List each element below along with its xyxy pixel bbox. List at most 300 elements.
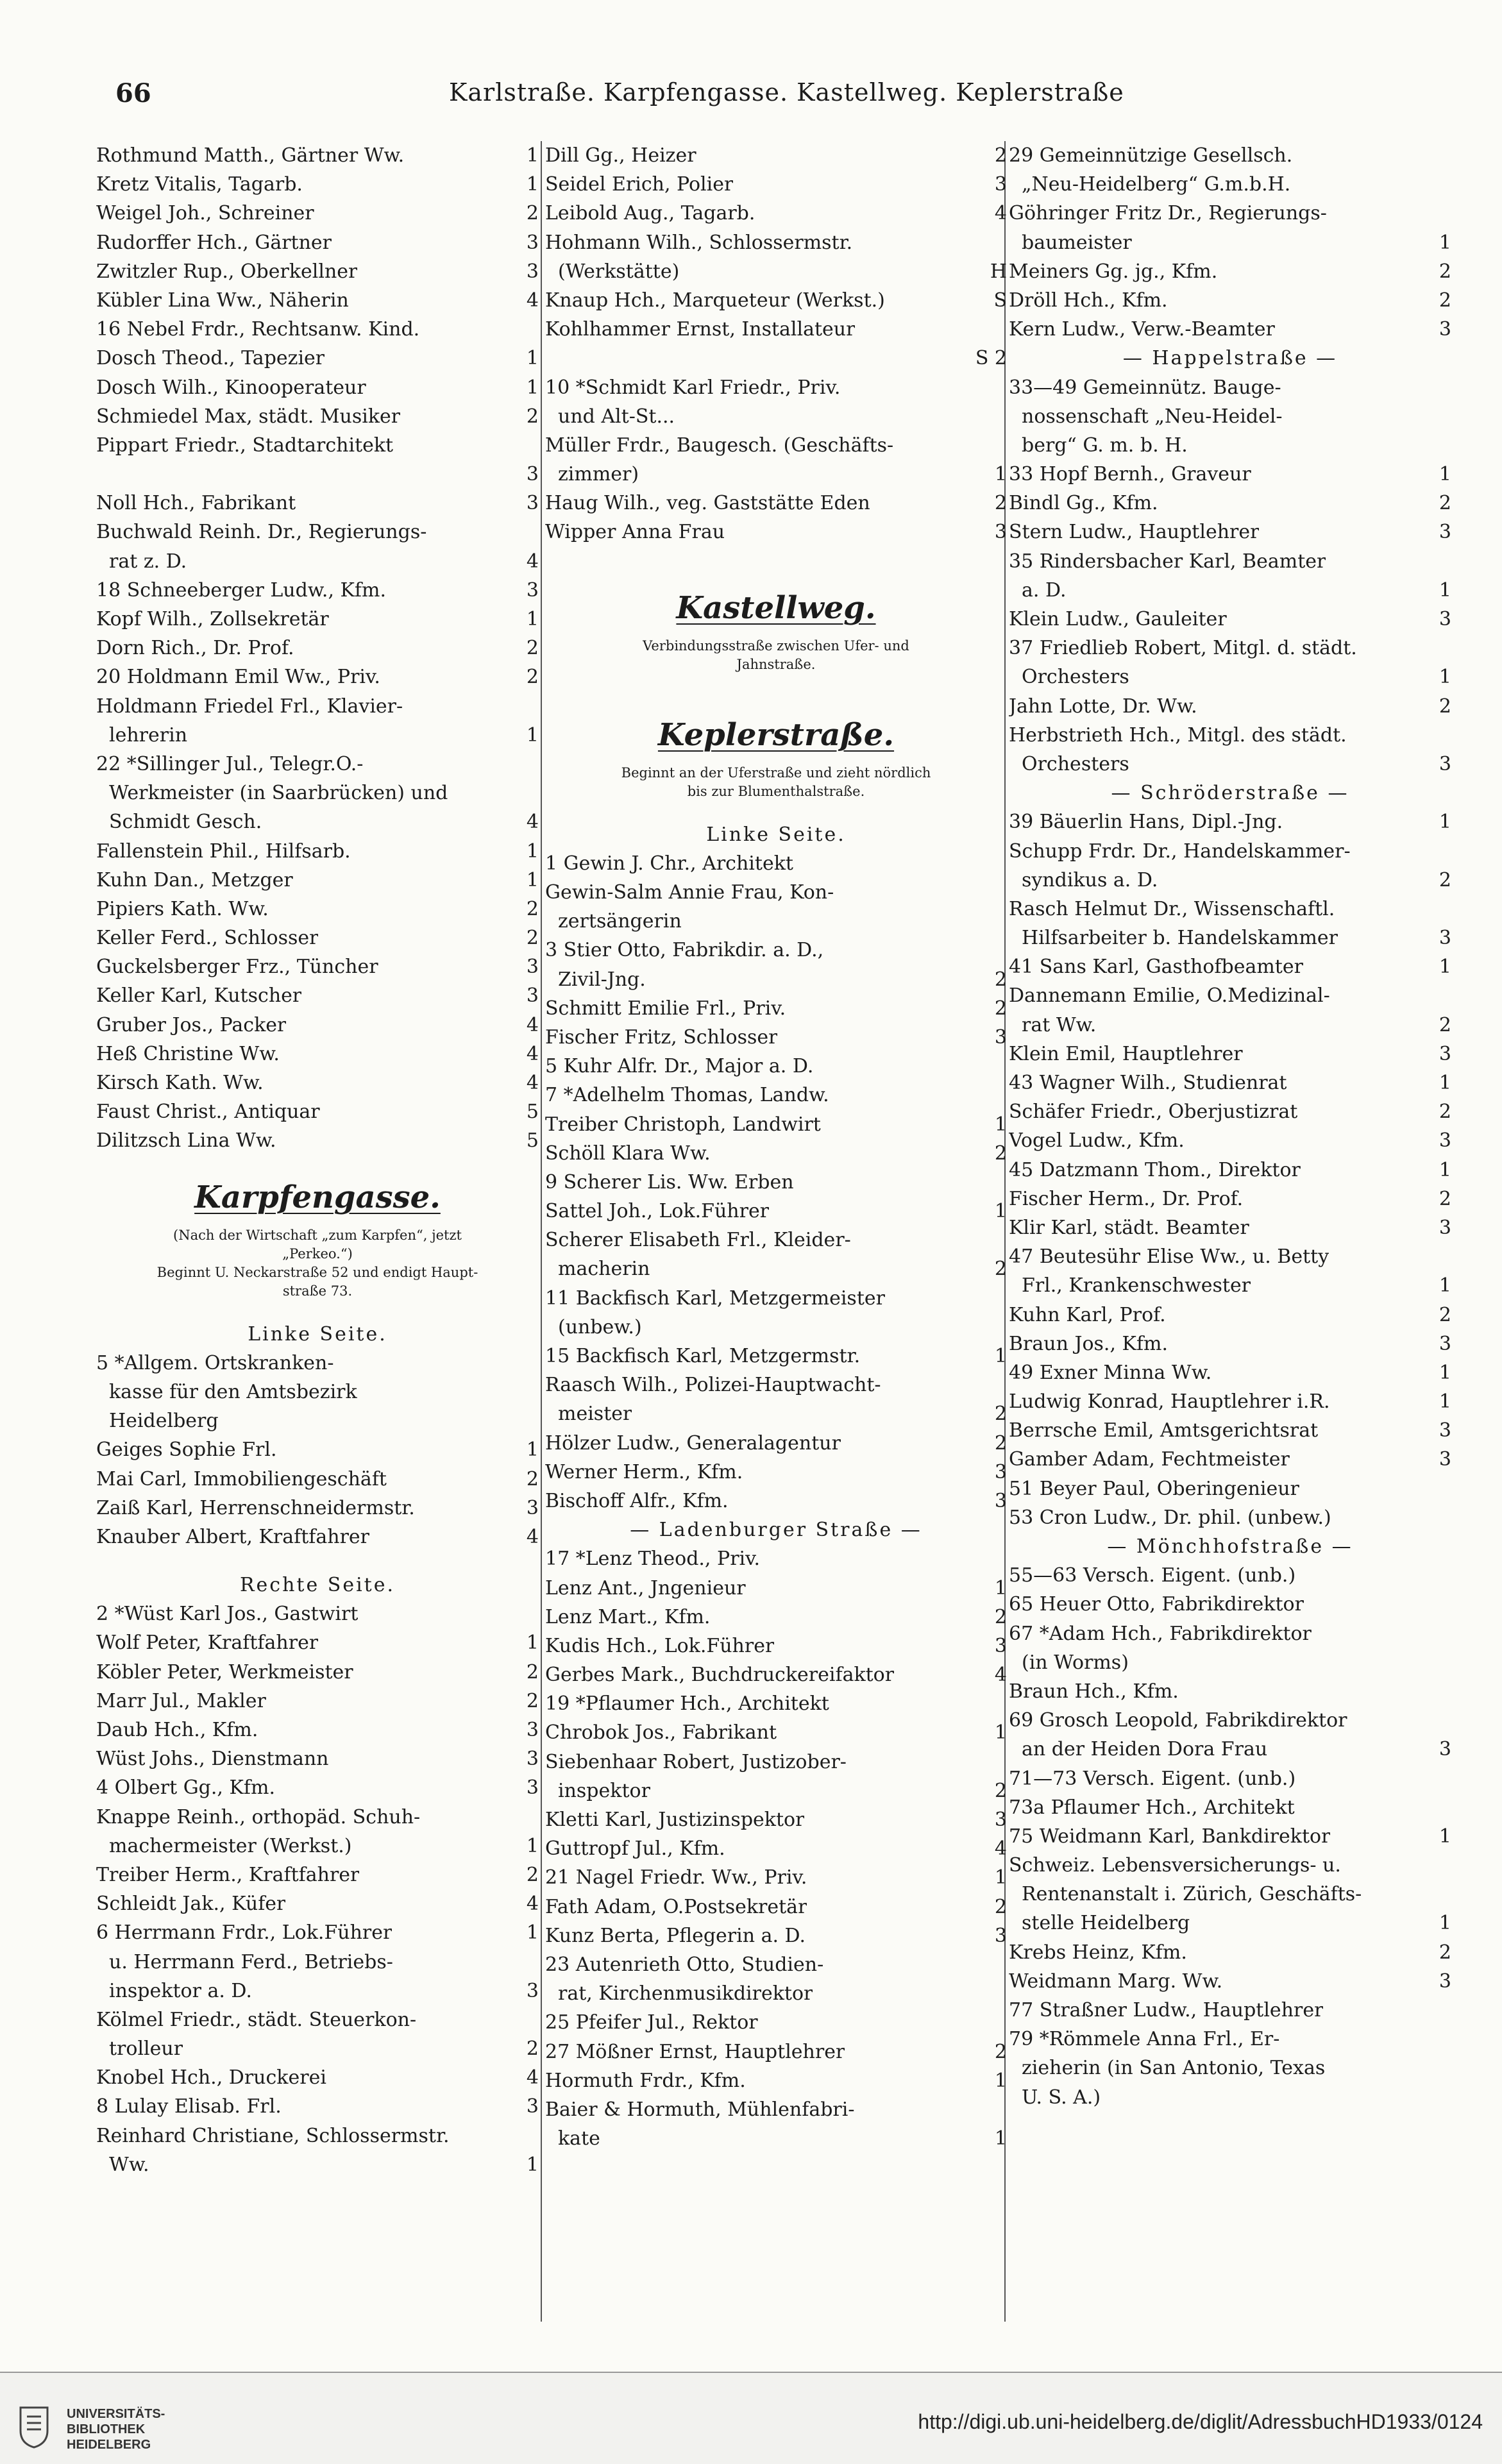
- directory-entry: [96, 1349, 539, 1378]
- spacer: [545, 693, 1007, 713]
- directory-entry: [545, 1023, 1007, 1052]
- entry-text: Daub Hch., Kfm.: [96, 1719, 258, 1742]
- directory-entry: [96, 518, 539, 546]
- floor-number: 1: [526, 868, 539, 891]
- floor-number: 1: [1439, 463, 1451, 486]
- entry-text: zieherin (in San Antonio, Texas: [1022, 2057, 1326, 2080]
- floor-number: 1: [994, 1866, 1007, 1889]
- directory-entry: [96, 460, 539, 489]
- floor-number: 2: [994, 1431, 1007, 1455]
- directory-entry: [545, 1254, 1007, 1283]
- floor-number: 3: [1439, 1042, 1451, 1065]
- directory-entry: [1009, 1242, 1451, 1271]
- directory-entry: [96, 315, 539, 344]
- floor-number: 3: [994, 1809, 1007, 1832]
- entry-text: 39 Bäuerlin Hans, Dipl.-Jng.: [1009, 811, 1283, 834]
- spacer: [545, 801, 1007, 820]
- entry-text: 51 Beyer Paul, Oberingenieur: [1009, 1477, 1299, 1500]
- directory-entry: [545, 1718, 1007, 1747]
- entry-text: Fath Adam, O.Postsekretär: [545, 1895, 807, 1918]
- entry-text: 9 Scherer Lis. Ww. Erben: [545, 1170, 794, 1194]
- spacer: [545, 674, 1007, 693]
- floor-number: 1: [526, 173, 539, 196]
- directory-entry: [1009, 373, 1451, 402]
- directory-entry: [1009, 1677, 1451, 1706]
- entry-text: kate: [558, 2127, 600, 2150]
- floor-number: 1: [1439, 1072, 1451, 1095]
- directory-entry: [545, 199, 1007, 228]
- directory-column-2: [545, 141, 1007, 2373]
- directory-entry: [545, 1776, 1007, 1805]
- directory-entry: [96, 1040, 539, 1068]
- directory-entry: [96, 431, 539, 460]
- entry-text: Jahn Lotte, Dr. Ww.: [1009, 695, 1197, 718]
- entry-text: Klir Karl, städt. Beamter: [1009, 1216, 1249, 1239]
- floor-number: 3: [1439, 1332, 1451, 1355]
- floor-number: 3: [1439, 1448, 1451, 1471]
- entry-text: Gerbes Mark., Buchdruckereifaktor: [545, 1664, 895, 1687]
- directory-entry: [96, 1494, 539, 1523]
- directory-entry: [96, 837, 539, 866]
- directory-entry: [545, 1487, 1007, 1515]
- floor-number: 3: [1439, 608, 1451, 631]
- entry-text: Ludwig Konrad, Hauptlehrer i.R.: [1009, 1390, 1330, 1413]
- directory-entry: [1009, 1185, 1451, 1213]
- directory-entry: [96, 2063, 539, 2092]
- directory-entry: [545, 228, 1007, 257]
- entry-text: Guckelsberger Frz., Tüncher: [96, 956, 378, 979]
- directory-entry: [1009, 1851, 1451, 1880]
- directory-entry: [96, 1803, 539, 1832]
- entry-text: 16 Nebel Frdr., Rechtsanw. Kind.: [96, 318, 420, 341]
- directory-entry: [1009, 662, 1451, 691]
- directory-entry: [96, 1832, 539, 1861]
- directory-entry: [1009, 895, 1451, 924]
- floor-number: 4: [526, 1013, 539, 1036]
- floor-number: 4: [526, 1893, 539, 1916]
- directory-entry: [96, 952, 539, 981]
- directory-entry: [96, 1977, 539, 2005]
- entry-text: machermeister (Werkst.): [109, 1834, 352, 1857]
- directory-entry: [96, 286, 539, 315]
- directory-entry: [96, 1716, 539, 1744]
- floor-number: 3: [526, 984, 539, 1008]
- entry-text: „Neu-Heidelberg“ G.m.b.H.: [1022, 173, 1291, 196]
- directory-entry: [1009, 1011, 1451, 1040]
- entry-text: Heß Christine Ww.: [96, 1042, 280, 1065]
- entry-text: baumeister: [1022, 231, 1132, 254]
- street-heading: Kastellweg.: [676, 589, 876, 626]
- section-label: — Ladenburger Straße —: [630, 1519, 922, 1542]
- entry-text: rat z. D.: [109, 550, 187, 573]
- entry-text: Knobel Hch., Druckerei: [96, 2066, 326, 2089]
- directory-entry: [1009, 1706, 1451, 1735]
- directory-entry: [96, 866, 539, 895]
- directory-entry: [1009, 1996, 1451, 2025]
- directory-entry: [96, 2034, 539, 2063]
- directory-entry: [545, 518, 1007, 546]
- entry-text: Weidmann Marg. Ww.: [1009, 1970, 1223, 1993]
- entry-text: Fischer Fritz, Schlosser: [545, 1025, 778, 1049]
- street-description: „Perkeo.“): [282, 1245, 353, 1262]
- directory-entry: [1009, 228, 1451, 257]
- entry-text: 69 Grosch Leopold, Fabrikdirektor: [1009, 1709, 1347, 1732]
- floor-number: 2: [994, 1895, 1007, 1918]
- floor-number: 2: [1439, 260, 1451, 283]
- floor-number: 3: [526, 956, 539, 979]
- entry-text: 6 Herrmann Frdr., Lok.Führer: [96, 1921, 392, 1945]
- floor-number: 1: [994, 1576, 1007, 1599]
- directory-entry: [545, 373, 1007, 402]
- directory-entry: [96, 1435, 539, 1464]
- directory-entry: [96, 489, 539, 518]
- entry-text: und Alt-St...: [558, 405, 675, 428]
- floor-number: 1: [526, 1439, 539, 1462]
- directory-entry: [545, 1893, 1007, 1921]
- floor-number: 4: [526, 1042, 539, 1065]
- entry-text: Rudorffer Hch., Gärtner: [96, 231, 332, 254]
- street-description: Beginnt an der Uferstraße und zieht nördlich: [621, 764, 931, 781]
- directory-entry: [545, 2124, 1007, 2153]
- street-description: Verbindungsstraße zwischen Ufer- und: [643, 637, 909, 654]
- entry-text: stelle Heidelberg: [1022, 1912, 1190, 1935]
- directory-entry: [96, 634, 539, 662]
- directory-entry: [96, 895, 539, 924]
- entry-text: 47 Beutesühr Elise Ww., u. Betty: [1009, 1245, 1329, 1269]
- floor-number: 2: [994, 144, 1007, 167]
- directory-entry: [1009, 807, 1451, 836]
- directory-entry: [545, 936, 1007, 965]
- entry-text: Zivil-Jng.: [558, 968, 646, 991]
- directory-entry: [96, 1599, 539, 1628]
- directory-entry: [545, 1458, 1007, 1487]
- entry-text: Holdmann Friedel Frl., Klavier-: [96, 695, 403, 718]
- entry-text: Baier & Hormuth, Mühlenfabri-: [545, 2098, 855, 2121]
- section-label: Linke Seite.: [706, 823, 846, 846]
- entry-text: Hölzer Ludw., Generalagentur: [545, 1431, 841, 1455]
- entry-text: Braun Jos., Kfm.: [1009, 1332, 1169, 1355]
- entry-text: Guttropf Jul., Kfm.: [545, 1837, 725, 1861]
- digitization-footer: [0, 2372, 1502, 2464]
- directory-entry: [545, 2038, 1007, 2066]
- entry-text: berg“ G. m. b. H.: [1022, 434, 1188, 457]
- directory-entry: [545, 1110, 1007, 1139]
- floor-number: 3: [1439, 1216, 1451, 1239]
- entry-text: Kudis Hch., Lok.Führer: [545, 1634, 775, 1657]
- entry-text: nossenschaft „Neu-Heidel-: [1022, 405, 1283, 428]
- source-url-link[interactable]: http://digi.ub.uni-heidelberg.de/diglit/AdressbuchHD1933/0124: [918, 2410, 1483, 2433]
- entry-text: 4 Olbert Gg., Kfm.: [96, 1776, 275, 1800]
- directory-entry: [1009, 1503, 1451, 1532]
- entry-text: 15 Backfisch Karl, Metzgermstr.: [545, 1345, 861, 1368]
- floor-number: 2: [526, 405, 539, 428]
- floor-number: 4: [526, 550, 539, 573]
- entry-text: 19 *Pflaumer Hch., Architekt: [545, 1692, 829, 1716]
- floor-number: 3: [994, 1634, 1007, 1657]
- floor-number: 4: [994, 1837, 1007, 1861]
- floor-number: 3: [526, 231, 539, 254]
- entry-text: 71—73 Versch. Eigent. (unb.): [1009, 1767, 1296, 1790]
- directory-entry: [1009, 866, 1451, 895]
- entry-text: Dilitzsch Lina Ww.: [96, 1129, 276, 1152]
- entry-text: Leibold Aug., Tagarb.: [545, 202, 755, 225]
- directory-entry: [545, 1632, 1007, 1660]
- entry-text: Sattel Joh., Lok.Führer: [545, 1200, 770, 1223]
- directory-entry: [545, 431, 1007, 460]
- floor-number: 3: [1439, 318, 1451, 341]
- directory-entry: [545, 1197, 1007, 1226]
- directory-entry: [1009, 605, 1451, 634]
- entry-text: u. Herrmann Ferd., Betriebs-: [109, 1950, 393, 1973]
- entry-text: Stern Ludw., Hauptlehrer: [1009, 521, 1260, 544]
- floor-number: 4: [526, 1072, 539, 1094]
- entry-text: Pipiers Kath. Ww.: [96, 897, 269, 920]
- directory-entry: [96, 1744, 539, 1773]
- floor-number: 2: [994, 1779, 1007, 1802]
- directory-entry: [1009, 2054, 1451, 2082]
- floor-number: H: [990, 260, 1007, 283]
- spacer: [545, 547, 1007, 566]
- entry-text: Gruber Jos., Packer: [96, 1013, 287, 1036]
- entry-text: 27 Mößner Ernst, Hauptlehrer: [545, 2040, 845, 2063]
- floor-number: 2: [994, 1605, 1007, 1628]
- directory-entry: [96, 779, 539, 807]
- floor-number: 3: [526, 1496, 539, 1519]
- entry-text: 7 *Adelhelm Thomas, Landw.: [545, 1084, 829, 1107]
- page-header: [115, 78, 1124, 123]
- entry-text: 65 Heuer Otto, Fabrikdirektor: [1009, 1593, 1304, 1616]
- entry-text: Rentenanstalt i. Zürich, Geschäfts-: [1022, 1883, 1362, 1906]
- directory-entry: [1009, 547, 1451, 576]
- floor-number: 3: [994, 1460, 1007, 1483]
- floor-number: 2: [1439, 1941, 1451, 1964]
- entry-text: Orchesters: [1022, 752, 1129, 775]
- entry-text: Kletti Karl, Justizinspektor: [545, 1809, 805, 1832]
- floor-number: 3: [526, 492, 539, 515]
- directory-entry: [1009, 952, 1451, 981]
- entry-text: 2 *Wüst Karl Jos., Gastwirt: [96, 1603, 359, 1626]
- entry-text: Treiber Christoph, Landwirt: [545, 1113, 821, 1136]
- directory-entry: [96, 1406, 539, 1435]
- directory-entry: [545, 1921, 1007, 1950]
- entry-text: Göhringer Fritz Dr., Regierungs-: [1009, 202, 1327, 225]
- floor-number: 2: [994, 968, 1007, 991]
- entry-text: Kunz Berta, Pflegerin a. D.: [545, 1924, 806, 1947]
- floor-number: 3: [1439, 752, 1451, 775]
- section-label: Linke Seite.: [248, 1322, 387, 1346]
- entry-text: 37 Friedlieb Robert, Mitgl. d. städt.: [1009, 637, 1357, 660]
- floor-number: 1: [526, 723, 539, 747]
- floor-number: 1: [994, 1345, 1007, 1368]
- entry-text: U. S. A.): [1022, 2086, 1101, 2109]
- entry-text: Marr Jul., Makler: [96, 1689, 266, 1712]
- floor-number: 1: [1439, 956, 1451, 979]
- entry-text: Frl., Krankenschwester: [1022, 1274, 1251, 1297]
- directory-entry: [1009, 1822, 1451, 1851]
- floor-number: 2: [526, 927, 539, 950]
- entry-text: Hormuth Frdr., Kfm.: [545, 2069, 746, 2092]
- entry-text: Keller Karl, Kutscher: [96, 984, 302, 1008]
- directory-entry: [96, 1687, 539, 1716]
- entry-text: inspektor: [558, 1779, 650, 1802]
- floor-number: 2: [1439, 1303, 1451, 1326]
- floor-number: 1: [526, 840, 539, 863]
- floor-number: 3: [526, 463, 539, 486]
- floor-number: 2: [994, 997, 1007, 1020]
- entry-text: a. D.: [1022, 578, 1067, 602]
- section-label: Rechte Seite.: [239, 1574, 396, 1597]
- entry-text: Schäfer Friedr., Oberjustizrat: [1009, 1101, 1298, 1124]
- directory-entry: [1009, 1648, 1451, 1677]
- directory-entry: [545, 994, 1007, 1023]
- entry-text: Kern Ludw., Verw.-Beamter: [1009, 318, 1275, 341]
- directory-entry: [1009, 1416, 1451, 1445]
- directory-entry: [545, 1429, 1007, 1458]
- directory-entry: [96, 1465, 539, 1494]
- directory-entry: [1009, 1068, 1451, 1097]
- street-description: Jahnstraße.: [736, 656, 816, 672]
- floor-number: 2: [1439, 868, 1451, 891]
- directory-entry: [1009, 460, 1451, 489]
- floor-number: 2: [526, 1660, 539, 1683]
- floor-number: 3: [994, 521, 1007, 544]
- street-description: (Nach der Wirtschaft „zum Karpfen“, jetzt: [173, 1227, 462, 1243]
- directory-entry: [1009, 489, 1451, 518]
- entry-text: Wüst Johs., Dienstmann: [96, 1748, 329, 1771]
- directory-entry: [1009, 1271, 1451, 1300]
- entry-text: Werner Herm., Kfm.: [545, 1460, 743, 1483]
- entry-text: Gamber Adam, Fechtmeister: [1009, 1448, 1290, 1471]
- floor-number: 4: [526, 811, 539, 834]
- entry-text: Kopf Wilh., Zollsekretär: [96, 608, 329, 630]
- directory-entry: [545, 1689, 1007, 1718]
- entry-text: Pippart Friedr., Stadtarchitekt: [96, 434, 394, 457]
- directory-column-3: [1009, 141, 1451, 2373]
- floor-number: 1: [1439, 231, 1451, 254]
- floor-number: 1: [1439, 666, 1451, 689]
- floor-number: 3: [1439, 1129, 1451, 1152]
- directory-entry: [1009, 431, 1451, 460]
- floor-number: 3: [1439, 1738, 1451, 1761]
- entry-text: Scherer Elisabeth Frl., Kleider-: [545, 1229, 851, 1252]
- floor-number: 3: [526, 2095, 539, 2118]
- directory-entry: [1009, 1213, 1451, 1242]
- directory-entry: [1009, 1387, 1451, 1416]
- directory-entry: [545, 141, 1007, 170]
- entry-text: Rasch Helmut Dr., Wissenschaftl.: [1009, 897, 1335, 920]
- directory-entry: [545, 965, 1007, 994]
- directory-entry: [96, 141, 539, 170]
- directory-entry: [545, 257, 1007, 286]
- directory-entry: [545, 460, 1007, 489]
- entry-text: 17 *Lenz Theod., Priv.: [545, 1548, 761, 1571]
- entry-text: 10 *Schmidt Karl Friedr., Priv.: [545, 376, 841, 399]
- floor-number: 3: [994, 173, 1007, 196]
- floor-number: 1: [1439, 1274, 1451, 1297]
- directory-entry: [545, 170, 1007, 199]
- entry-text: Dill Gg., Heizer: [545, 144, 696, 167]
- directory-entry: [545, 1226, 1007, 1254]
- entry-text: macherin: [558, 1258, 650, 1281]
- directory-entry: [1009, 981, 1451, 1010]
- directory-entry: [1009, 837, 1451, 866]
- entry-text: Wolf Peter, Kraftfahrer: [96, 1632, 319, 1655]
- floor-number: 3: [526, 1776, 539, 1800]
- directory-entry: [96, 981, 539, 1010]
- entry-text: 22 *Sillinger Jul., Telegr.O.-: [96, 752, 364, 775]
- directory-entry: [1009, 1301, 1451, 1329]
- entry-text: 1 Gewin J. Chr., Architekt: [545, 852, 793, 875]
- directory-entry: [545, 1052, 1007, 1081]
- entry-text: Rothmund Matth., Gärtner Ww.: [96, 144, 405, 167]
- directory-entry: [545, 1834, 1007, 1863]
- directory-entry: [1009, 1097, 1451, 1126]
- directory-entry: [1009, 199, 1451, 228]
- entry-text: (in Worms): [1022, 1651, 1129, 1674]
- spacer: [545, 566, 1007, 586]
- directory-entry: [1009, 1938, 1451, 1967]
- directory-entry: [96, 605, 539, 634]
- entry-text: Meiners Gg. jg., Kfm.: [1009, 260, 1218, 283]
- directory-entry: [96, 402, 539, 431]
- street-description: bis zur Blumenthalstraße.: [687, 783, 865, 799]
- directory-entry: [545, 1574, 1007, 1603]
- floor-number: 1: [1439, 811, 1451, 834]
- entry-text: 67 *Adam Hch., Fabrikdirektor: [1009, 1622, 1312, 1645]
- entry-text: Buchwald Reinh. Dr., Regierungs-: [96, 521, 427, 544]
- directory-entry: [96, 199, 539, 228]
- entry-text: lehrerin: [109, 723, 188, 747]
- floor-number: 1: [526, 347, 539, 370]
- directory-entry: [96, 750, 539, 779]
- floor-number: 1: [994, 2069, 1007, 2092]
- university-seal-icon: [18, 2405, 50, 2450]
- entry-text: trolleur: [109, 2038, 183, 2061]
- entry-text: Klein Emil, Hauptlehrer: [1009, 1042, 1243, 1065]
- floor-number: 1: [1439, 1912, 1451, 1935]
- entry-text: Knauber Albert, Kraftfahrer: [96, 1525, 370, 1548]
- directory-entry: [545, 878, 1007, 907]
- entry-text: Dosch Wilh., Kinooperateur: [96, 376, 366, 399]
- entry-text: Fallenstein Phil., Hilfsarb.: [96, 840, 351, 863]
- entry-text: Faust Christ., Antiquar: [96, 1101, 320, 1124]
- entry-text: Müller Frdr., Baugesch. (Geschäfts-: [545, 434, 894, 457]
- directory-entry: [1009, 1619, 1451, 1648]
- entry-text: Schmitt Emilie Frl., Priv.: [545, 997, 786, 1020]
- floor-number: 2: [994, 1403, 1007, 1426]
- section-label: — Mönchhofstraße —: [1107, 1535, 1353, 1558]
- floor-number: 2: [994, 492, 1007, 515]
- entry-text: Schupp Frdr. Dr., Handelskammer-: [1009, 840, 1351, 863]
- floor-number: 2: [1439, 1101, 1451, 1124]
- floor-number: 3: [526, 1748, 539, 1771]
- entry-text: Schmidt Gesch.: [109, 811, 262, 834]
- directory-entry: [1009, 1909, 1451, 1937]
- directory-entry: [1009, 170, 1451, 199]
- directory-entry: [1009, 1764, 1451, 1793]
- entry-text: (unbew.): [558, 1315, 642, 1338]
- entry-text: Berrsche Emil, Amtsgerichtsrat: [1009, 1419, 1319, 1442]
- floor-number: 1: [526, 376, 539, 399]
- entry-text: 25 Pfeifer Jul., Rektor: [545, 2011, 758, 2034]
- directory-entry: [96, 547, 539, 576]
- floor-number: 2: [1439, 1013, 1451, 1036]
- floor-number: 3: [526, 1979, 539, 2002]
- street-heading: Keplerstraße.: [657, 716, 895, 753]
- entry-text: 33 Hopf Bernh., Graveur: [1009, 463, 1251, 486]
- floor-number: 1: [1439, 578, 1451, 602]
- floor-number: 2: [994, 1258, 1007, 1281]
